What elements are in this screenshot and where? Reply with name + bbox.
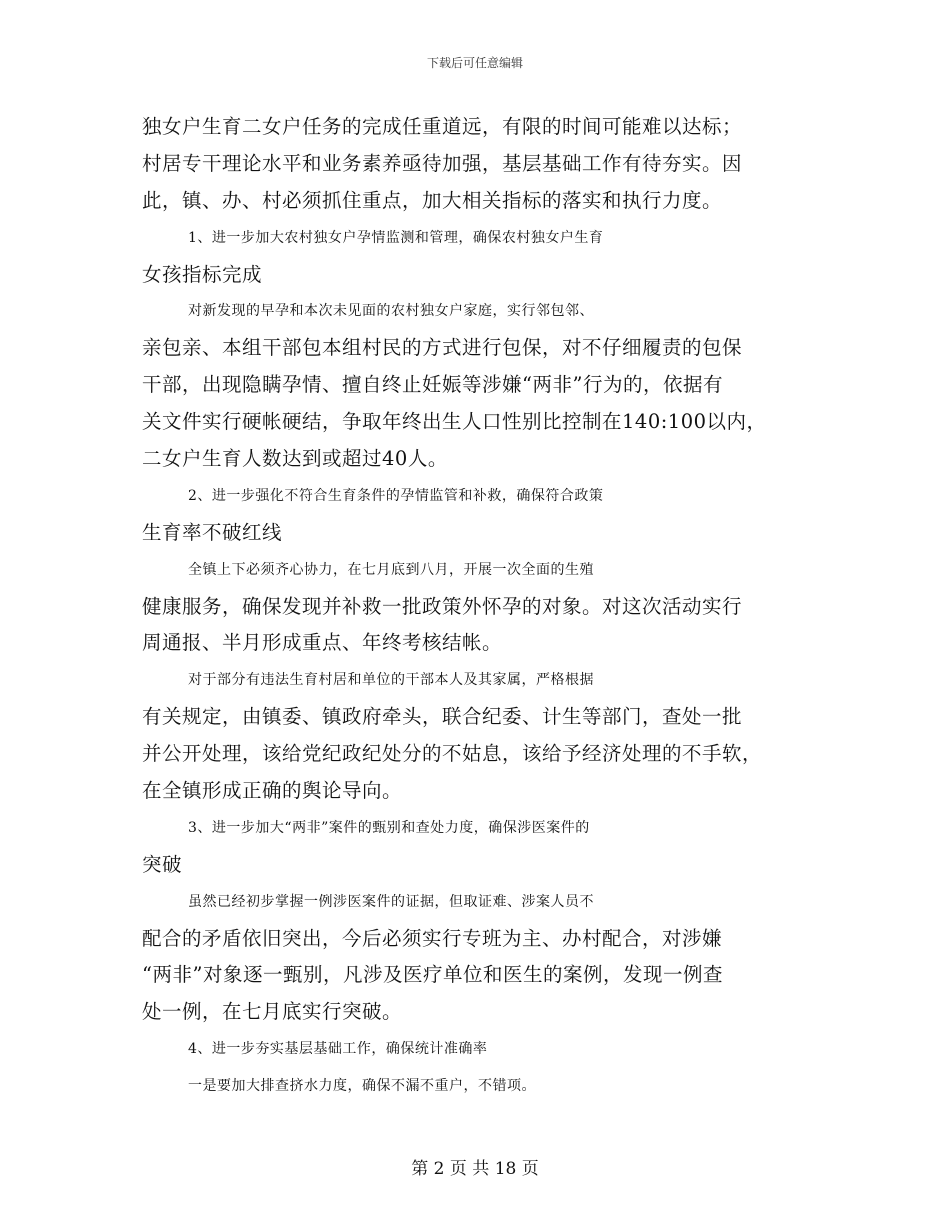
text-line: 配合的矛盾依旧突出，今后必须实行专班为主、办村配合，对涉嫌 [142,926,723,950]
text-line: 二女户生育人数达到或超过40人。 [142,447,448,471]
text-line: 村居专干理论水平和业务素养亟待加强，基层基础工作有待夯实。因 [142,151,743,175]
text-line: 1、进一步加大农村独女户孕情监测和管理，确保农村独女户生育 [188,229,604,246]
page-footer: 第 2 页 共 18 页 [411,1159,539,1179]
document-body [142,109,810,1105]
text-line: 一是要加大排查挤水力度，确保不漏不重户，不错项。 [188,1078,536,1095]
text-line: 健康服务，确保发现并补救一批政策外怀孕的对象。对这次活动实行 [142,594,743,618]
text-line: 亲包亲、本组干部包本组村民的方式进行包保，对不仔细履责的包保 [142,336,743,360]
text-line: 处一例，在七月底实行突破。 [142,1000,403,1024]
text-line: 2、进一步强化不符合生育条件的孕情监管和补救，确保符合政策 [188,487,604,504]
text-line: 对新发现的早孕和本次未见面的农村独女户家庭，实行邻包邻、 [188,303,594,320]
text-line: 在全镇形成正确的舆论导向。 [142,779,403,803]
page-header: 下载后可任意编辑 [426,56,523,70]
text-line: 女孩指标完成 [142,262,263,286]
text-line: 突破 [142,852,183,876]
text-line: 关文件实行硬帐硬结，争取年终出生人口性别比控制在140:100以内， [142,410,767,434]
text-line: 全镇上下必须齐心协力，在七月底到八月，开展一次全面的生殖 [188,561,594,578]
text-line: 虽然已经初步掌握一例涉医案件的证据，但取证难、涉案人员不 [188,893,594,910]
text-line: 干部，出现隐瞒孕情、擅自终止妊娠等涉嫌“两非”行为的，依据有 [142,373,723,397]
text-line: 4、进一步夯实基层基础工作，确保统计准确率 [188,1041,488,1058]
text-line: 对于部分有违法生育村居和单位的干部本人及其家属，严格根据 [188,672,594,689]
text-line: 3、进一步加大“两非”案件的甄别和查处力度，确保涉医案件的 [188,819,590,836]
text-line: 有关规定，由镇委、镇政府牵头，联合纪委、计生等部门，查处一批 [142,705,743,729]
text-line: “两非”对象逐一甄别，凡涉及医疗单位和医生的案例，发现一例查 [142,963,723,987]
text-line: 并公开处理，该给党纪政纪处分的不姑息，该给予经济处理的不手软， [142,742,763,766]
text-line: 周通报、半月形成重点、年终考核结帐。 [142,631,503,655]
text-line: 此，镇、办、村必须抓住重点，加大相关指标的落实和执行力度。 [142,188,723,212]
text-line: 生育率不破红线 [142,520,283,544]
text-line: 独女户生育二女户任务的完成任重道远，有限的时间可能难以达标； [142,115,743,138]
